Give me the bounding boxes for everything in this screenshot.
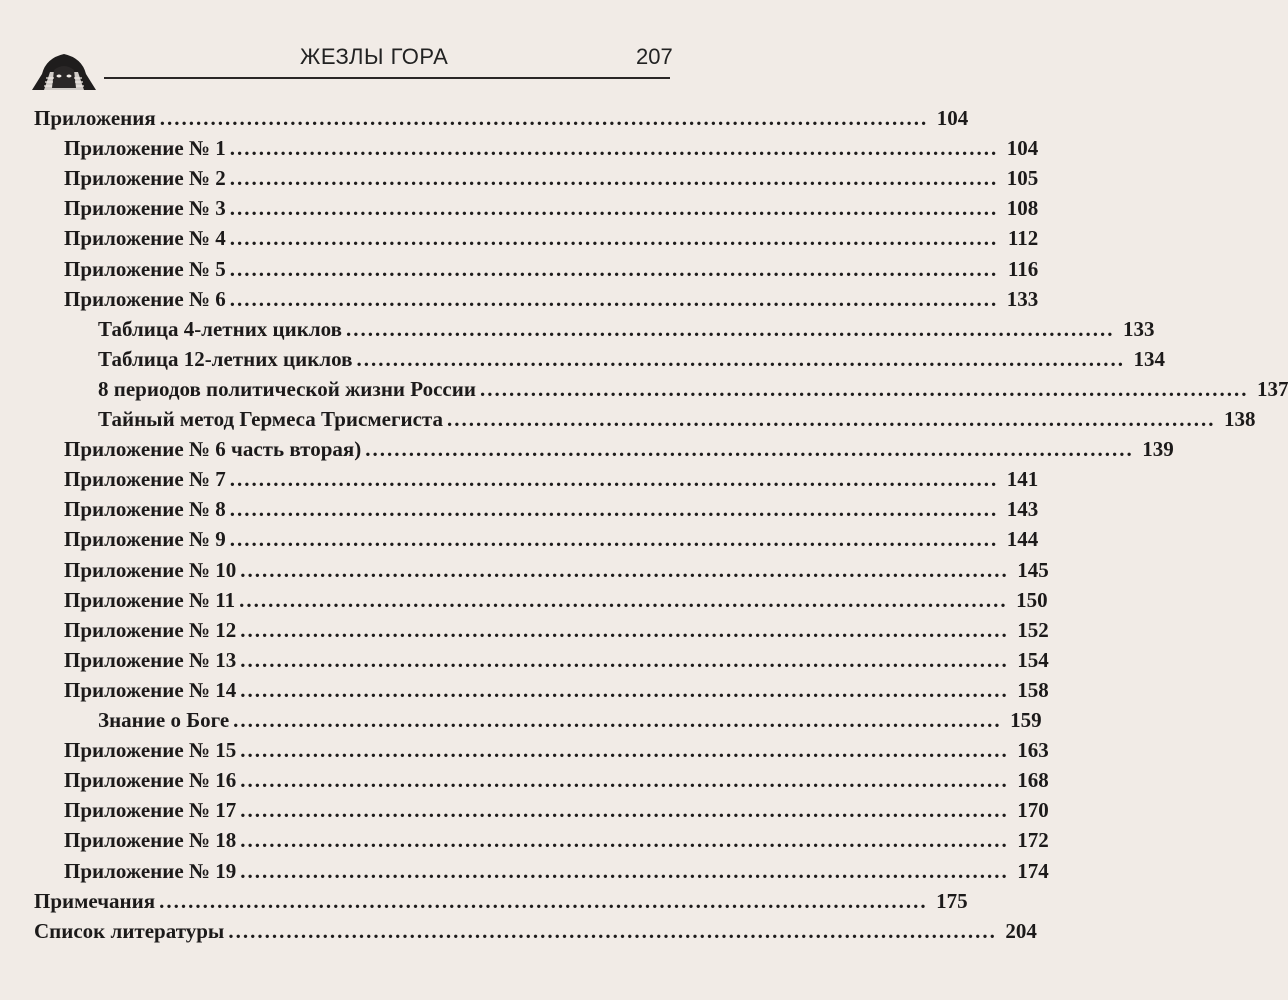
toc-entry-title: Приложение № 14 <box>64 677 237 702</box>
toc-entry <box>64 467 1039 497</box>
toc-entry-title: Приложение № 1 <box>64 136 226 161</box>
toc-entry-title: 8 периодов политической жизни России <box>98 376 476 401</box>
page-number: 207 <box>636 44 673 69</box>
toc-dot-leader: .......................................................................................................... <box>159 888 928 913</box>
toc-entry <box>98 346 1165 377</box>
toc-entry-title: Знание о Боге <box>98 708 230 732</box>
toc-entry <box>64 437 1174 467</box>
toc-dot-leader: .......................................................................................................... <box>240 647 1009 672</box>
toc-entry-page: 144 <box>1006 527 1039 552</box>
toc-entry-title: Приложение № 2 <box>64 166 226 191</box>
toc-dot-leader: .......................................................................................................... <box>240 768 1009 793</box>
toc-dot-leader: .......................................................................................................... <box>229 196 999 221</box>
toc-entry <box>64 196 1039 226</box>
toc-entry-title: Приложение № 8 <box>64 497 226 522</box>
toc-entry <box>64 647 1049 678</box>
toc-entry <box>34 918 1037 949</box>
toc-entry-title: Приложение № 7 <box>64 467 226 492</box>
toc-entry <box>64 587 1048 618</box>
toc-entry-page: 108 <box>1006 196 1039 221</box>
toc-entry-page: 138 <box>1223 407 1256 431</box>
toc-entry-title: Приложение № 4 <box>64 226 226 251</box>
toc-entry-title: Приложение № 12 <box>64 617 237 642</box>
toc-entry <box>98 407 1256 437</box>
toc-entry-title: Таблица 4-летних циклов <box>98 316 342 341</box>
toc-entry-page: 134 <box>1133 346 1165 371</box>
toc-entry-title: Приложение № 6 часть вторая) <box>64 437 362 462</box>
toc-entry <box>34 888 968 919</box>
toc-entry <box>64 166 1039 196</box>
toc-entry <box>98 708 1042 738</box>
toc-entry-page: 105 <box>1006 166 1039 191</box>
toc-entry-title: Приложение № 13 <box>64 647 237 672</box>
toc-dot-leader: .......................................................................................................... <box>446 407 1216 431</box>
toc-dot-leader: .......................................................................................................... <box>240 828 1009 853</box>
toc-entry <box>64 256 1039 287</box>
toc-entry-page: 163 <box>1017 738 1049 763</box>
toc-entry <box>64 738 1049 768</box>
toc-entry-page: 174 <box>1017 858 1049 883</box>
toc-dot-leader: .......................................................................................................... <box>240 677 1009 702</box>
toc-dot-leader: .......................................................................................................... <box>159 106 929 130</box>
toc-dot-leader: .......................................................................................................... <box>240 738 1009 763</box>
toc-dot-leader: .......................................................................................................... <box>345 316 1115 341</box>
toc-entry <box>64 527 1039 557</box>
toc-entry <box>64 858 1049 889</box>
toc-dot-leader: .......................................................................................................... <box>229 166 999 191</box>
toc-entry <box>98 376 1288 407</box>
toc-dot-leader: .......................................................................................................... <box>229 497 999 522</box>
toc-entry <box>64 226 1039 256</box>
toc-dot-leader: .......................................................................................................... <box>229 286 999 311</box>
toc-dot-leader: .......................................................................................................... <box>240 557 1009 582</box>
toc-entry <box>64 136 1039 166</box>
toc-entry-page: 154 <box>1017 647 1049 672</box>
toc-dot-leader: .......................................................................................................... <box>365 437 1134 462</box>
running-title: ЖЕЗЛЫ ГОРА <box>300 44 449 69</box>
toc-entry-page: 150 <box>1016 587 1048 612</box>
toc-entry <box>64 768 1049 798</box>
toc-entry <box>34 106 969 136</box>
toc-entry-title: Список литературы <box>34 918 225 943</box>
header-rule <box>104 77 670 79</box>
toc-dot-leader: .......................................................................................................... <box>233 708 1002 732</box>
toc-dot-leader: .......................................................................................................... <box>229 256 999 281</box>
toc-dot-leader: .......................................................................................................... <box>240 617 1009 642</box>
toc-entry-page: 112 <box>1007 226 1039 251</box>
toc-entry <box>64 286 1039 317</box>
toc-dot-leader: .......................................................................................................... <box>229 136 999 161</box>
toc-entry <box>64 828 1049 858</box>
toc-entry-title: Приложение № 11 <box>64 587 236 612</box>
toc-entry-title: Примечания <box>34 888 156 913</box>
toc-entry-title: Приложения <box>34 106 156 130</box>
toc-entry-title: Приложение № 17 <box>64 798 237 823</box>
toc-entry-page: 133 <box>1122 316 1155 341</box>
toc-entry-page: 133 <box>1006 286 1039 311</box>
toc-entry-page: 159 <box>1010 708 1042 732</box>
toc-dot-leader: .......................................................................................................... <box>229 527 999 552</box>
toc-entry <box>64 798 1049 828</box>
toc-entry-page: 170 <box>1017 798 1049 823</box>
toc-entry-title: Приложение № 5 <box>64 256 226 281</box>
toc-dot-leader: .......................................................................................................... <box>479 376 1249 401</box>
toc-entry <box>98 316 1155 347</box>
toc-entry <box>64 557 1049 588</box>
toc-entry-title: Приложение № 19 <box>64 858 237 883</box>
toc-entry-page: 172 <box>1017 828 1049 853</box>
toc-entry-title: Приложение № 15 <box>64 738 237 763</box>
toc-entry-page: 141 <box>1006 467 1039 492</box>
toc-dot-leader: .......................................................................................................... <box>229 467 999 492</box>
sphinx-head-icon <box>28 44 100 92</box>
toc-entry-title: Приложение № 3 <box>64 196 226 221</box>
toc-entry-title: Тайный метод Гермеса Трисмегиста <box>98 407 443 431</box>
toc-entry-page: 204 <box>1005 918 1037 943</box>
toc-entry-title: Приложение № 16 <box>64 768 237 793</box>
toc-entry-page: 158 <box>1017 677 1049 702</box>
toc-entry-page: 139 <box>1142 437 1174 462</box>
toc-dot-leader: .......................................................................................................... <box>239 587 1008 612</box>
toc-entry <box>64 497 1039 527</box>
toc-entry-title: Приложение № 18 <box>64 828 237 853</box>
toc-entry-title: Приложение № 10 <box>64 557 237 582</box>
toc-entry <box>64 677 1049 708</box>
toc-entry-title: Приложение № 6 <box>64 286 226 311</box>
toc-entry-page: 137 <box>1256 376 1288 401</box>
toc-entry-page: 145 <box>1017 557 1049 582</box>
toc-entry-title: Приложение № 9 <box>64 527 226 552</box>
toc-entry-page: 152 <box>1017 617 1049 642</box>
page-header <box>0 0 717 100</box>
toc-entry-page: 168 <box>1017 768 1049 793</box>
toc-dot-leader: .......................................................................................................... <box>240 798 1009 823</box>
toc-entry-page: 116 <box>1007 256 1039 281</box>
toc-entry-page: 175 <box>936 888 968 913</box>
toc-entry-page: 104 <box>1006 136 1039 161</box>
toc-entry-page: 104 <box>936 106 969 130</box>
toc-entry-page: 143 <box>1006 497 1039 522</box>
toc-dot-leader: .......................................................................................................... <box>228 918 997 943</box>
toc-entry-title: Таблица 12-летних циклов <box>98 346 353 371</box>
toc-dot-leader: .......................................................................................................... <box>229 226 999 251</box>
toc-dot-leader: .......................................................................................................... <box>240 858 1009 883</box>
toc-dot-leader: .......................................................................................................... <box>356 346 1125 371</box>
toc-entry <box>64 617 1049 648</box>
